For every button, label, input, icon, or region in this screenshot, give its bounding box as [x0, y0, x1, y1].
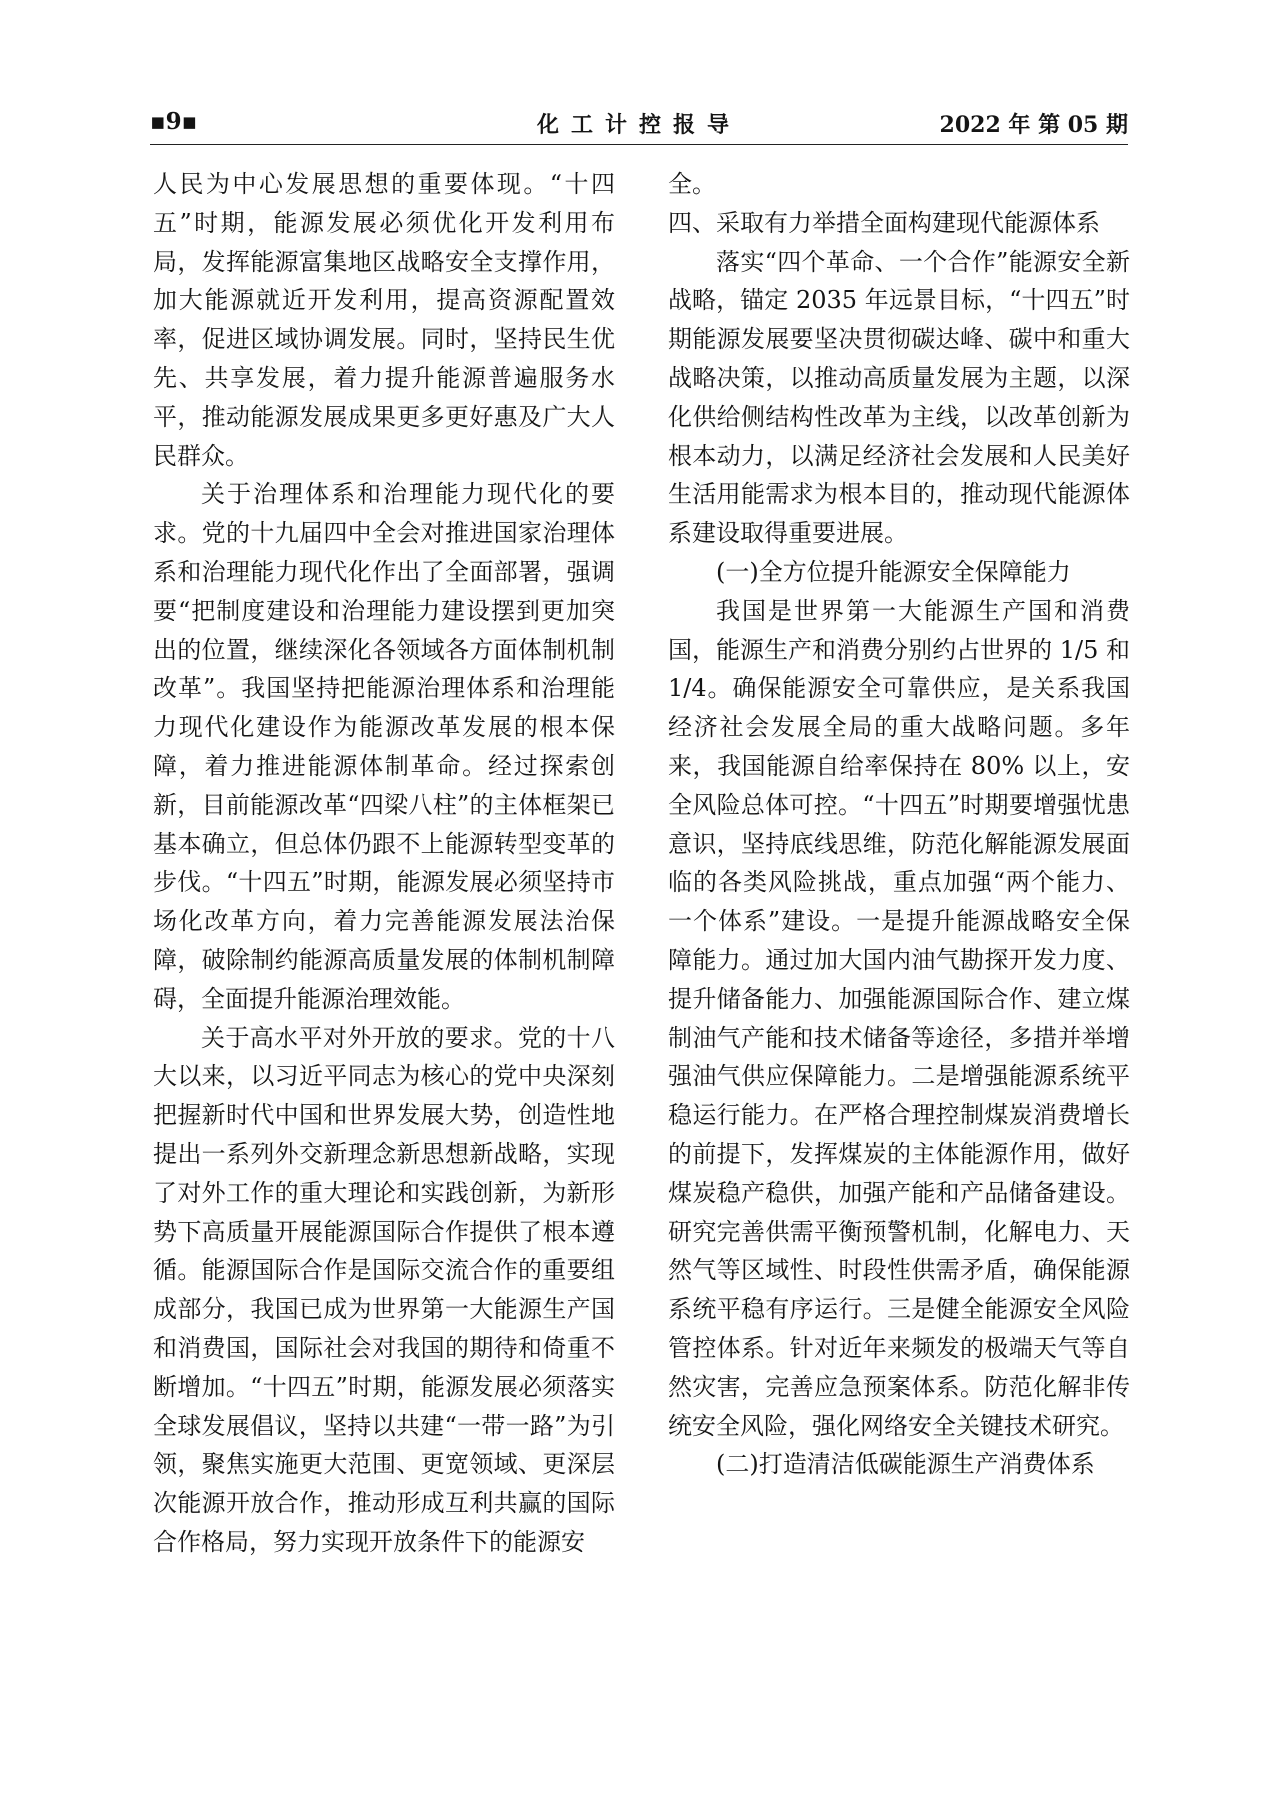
- paragraph: 关于治理体系和治理能力现代化的要求。党的十九届四中全会对推进国家治理体系和治理能力现代化作出了全面部署，强调要“把制度建设和治理能力建设摆到更加突出的位置，继续深化各领域各方面体制机制改革”。我国坚持把能源治理体系和治理能力现代化建设作为能源改革发展的根本保障，着力推进能源体制革命。经过探索创新，目前能源改革“四梁八柱”的主体框架已基本确立，但总体仍跟不上能源转型变革的步伐。“十四五”时期，能源发展必须坚持市场化改革方向，着力完善能源发展法治保障，破除制约能源高质量发展的体制机制障碍，全面提升能源治理效能。: [153, 480, 615, 1013]
- journal-title: 化工计控报导: [536, 112, 741, 138]
- paragraph: 关于高水平对外开放的要求。党的十八大以来，以习近平同志为核心的党中央深刻把握新时代中国和世界发展大势，创造性地提出一系列外交新理念新思想新战略，实现了对外工作的重大理论和实践创新，为新形势下高质量开展能源国际合作提供了根本遵循。能源国际合作是国际交流合作的重要组成部分，我国已成为世界第一大能源生产国和消费国，国际社会对我国的期待和倚重不断增加。“十四五”时期，能源发展必须落实全球发展倡议，坚持以共建“一带一路”为引领，聚焦实施更大范围、更宽领域、更深层次能源开放合作，推动形成互利共赢的国际合作格局，努力实现开放条件下的能源安: [153, 1023, 615, 1556]
- right-column: [668, 165, 1130, 1484]
- section-heading: 四、采取有力举措全面构建现代能源体系: [668, 208, 1100, 237]
- left-column: [153, 165, 615, 1562]
- subsection-heading: (一)全方位提升能源安全保障能力: [716, 557, 1071, 586]
- page-header: [150, 100, 1128, 145]
- subsection-heading: (二)打造清洁低碳能源生产消费体系: [716, 1450, 1095, 1479]
- paragraph: 人民为中心发展思想的重要体现。“十四五”时期，能源发展必须优化开发利用布局，发挥能源富集地区战略安全支撑作用，加大能源就近开发利用，提高资源配置效率，促进区域协调发展。同时，坚持民生优先、共享发展，着力提升能源普遍服务水平，推动能源发展成果更多更好惠及广大人民群众。: [153, 170, 615, 470]
- page-number: ▪9▪: [150, 108, 198, 135]
- issue-label: 2022 年 第 05 期: [939, 112, 1128, 138]
- paragraph: 我国是世界第一大能源生产国和消费国，能源生产和消费分别约占世界的 1/5 和 1/4。确保能源安全可靠供应，是关系我国经济社会发展全局的重大战略问题。多年来，我国能源自给率保持在 80% 以上，安全风险总体可控。“十四五”时期要增强忧患意识，坚持底线思维，防范化解能源发展面临的各类风险挑战，重点加强“两个能力、一个体系”建设。一是提升能源战略安全保障能力。通过加大国内油气勘探开发力度、提升储备能力、加强能源国际合作、建立煤制油气产能和技术储备等途径，多措并举增强油气供应保障能力。二是增强能源系统平稳运行能力。在严格合理控制煤炭消费增长的前提下，发挥煤炭的主体能源作用，做好煤炭稳产稳供，加强产能和产品储备建设。研究完善供需平衡预警机制，化解电力、天然气等区域性、时段性供需矛盾，确保能源系统平稳有序运行。三是健全能源安全风险管控体系。针对近年来频发的极端天气等自然灾害，完善应急预案体系。防范化解非传统安全风险，强化网络安全关键技术研究。: [668, 596, 1130, 1440]
- paragraph: 落实“四个革命、一个合作”能源安全新战略，锚定 2035 年远景目标，“十四五”时期能源发展要坚决贯彻碳达峰、碳中和重大战略决策，以推动高质量发展为主题，以深化供给侧结构性改革为主线，以改革创新为根本动力，以满足经济社会发展和人民美好生活用能需求为根本目的，推动现代能源体系建设取得重要进展。: [668, 247, 1130, 548]
- paragraph: 全。: [668, 170, 716, 198]
